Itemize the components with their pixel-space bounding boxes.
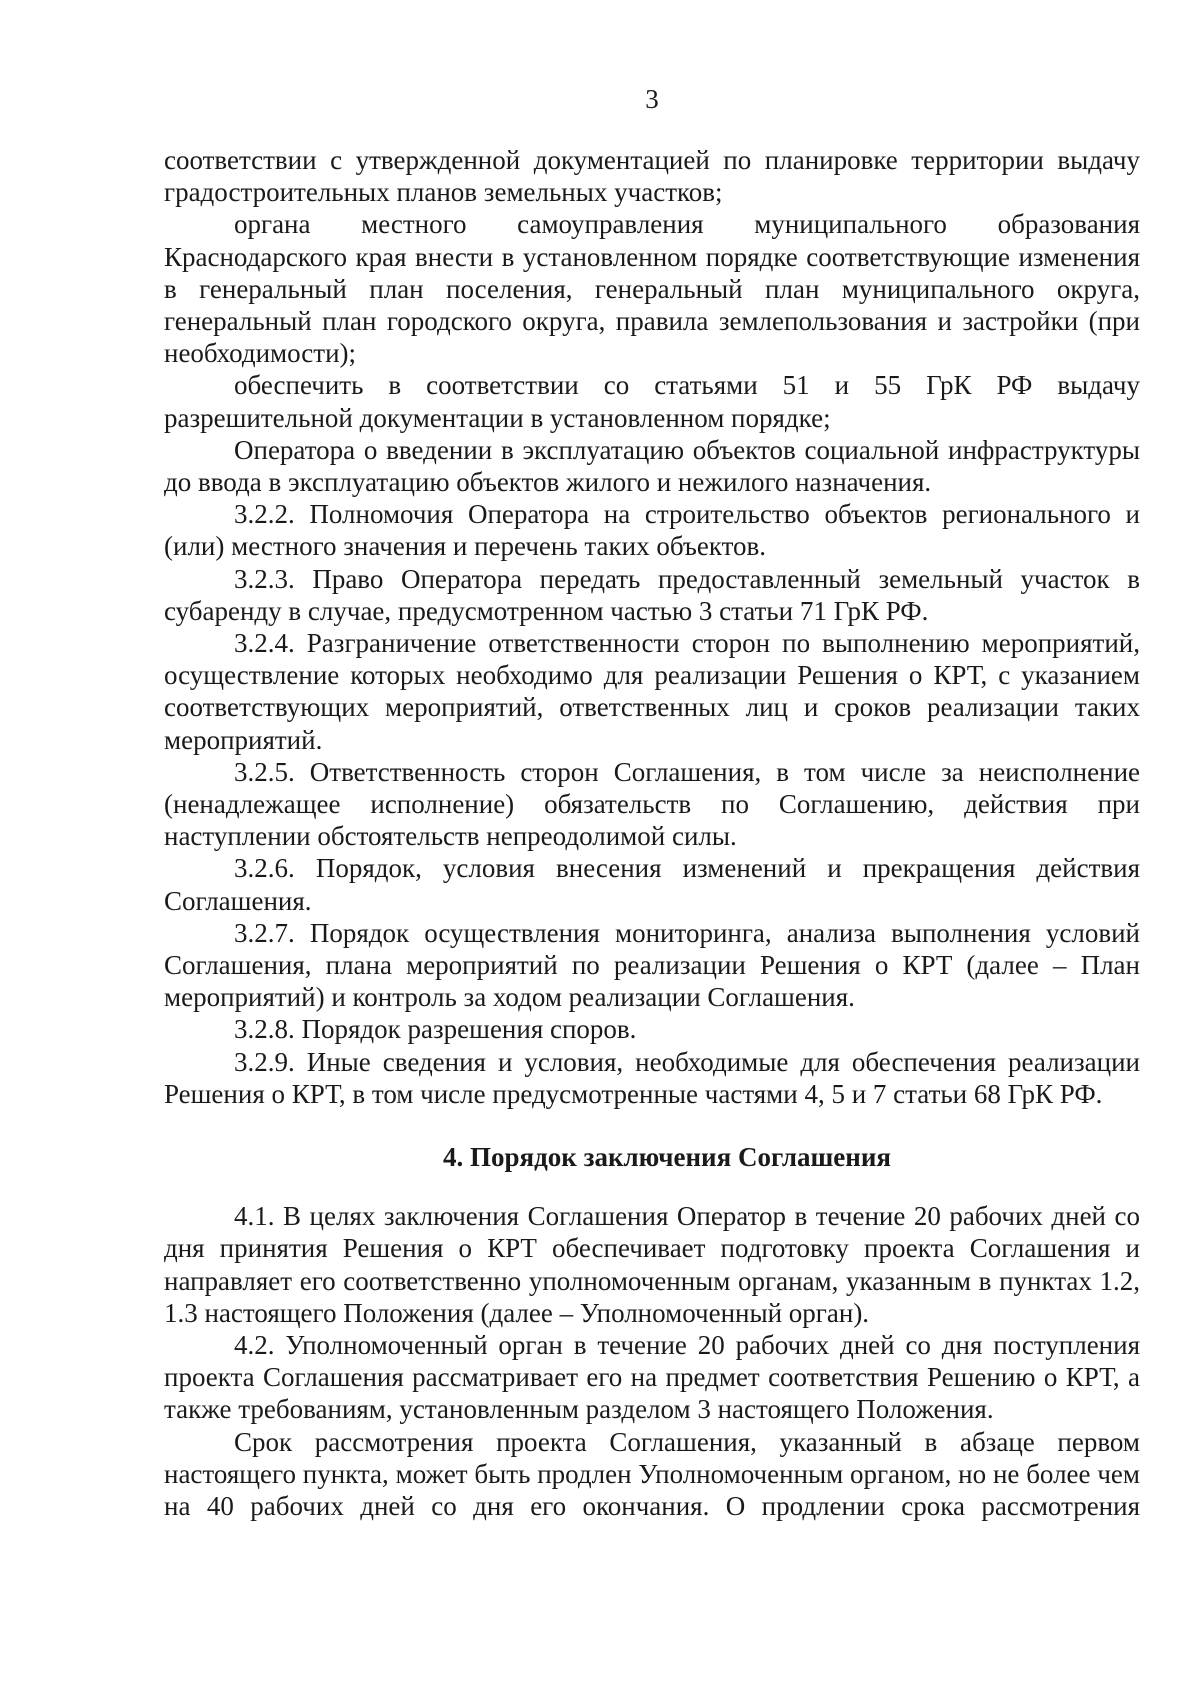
paragraph: соответствии с утвержденной документацией по планировке территории выдачу градостроительных планов земельных участков; xyxy=(164,145,1140,208)
paragraph: 3.2.5. Ответственность сторон Соглашения, в том числе за неисполнение (ненадлежащее исполнение) обязательств по Соглашению, действия при наступлении обстоятельств непреодолимой силы. xyxy=(164,756,1140,852)
paragraph: Оператора о введении в эксплуатацию объектов социальной инфраструктуры до ввода в эксплуатацию объектов жилого и нежилого назначения. xyxy=(164,434,1140,498)
section-heading: 4. Порядок заключения Соглашения xyxy=(443,1142,891,1173)
section-4-body xyxy=(164,1200,1140,1522)
paragraph: 3.2.4. Разграничение ответственности сторон по выполнению мероприятий, осуществление которых необходимо для реализации Решения о КРТ, с указанием соответствующих мероприятий, ответственных лиц и сроков реализации таких мероприятий. xyxy=(164,628,1140,755)
paragraph: 3.2.9. Иные сведения и условия, необходимые для обеспечения реализации Решения о КРТ, в том числе предусмотренные частями 4, 5 и 7 статьи 68 ГрК РФ. xyxy=(164,1046,1140,1109)
paragraph: 3.2.3. Право Оператора передать предоставленный земельный участок в субаренду в случае, предусмотренном частью 3 статьи 71 ГрК РФ. xyxy=(164,563,1140,626)
paragraph: 4.2. Уполномоченный орган в течение 20 рабочих дней со дня поступления проекта Соглашения рассматривает его на предмет соответствия Решению о КРТ, а также требованиям, установленным разделом 3 настоящего Положения. xyxy=(164,1329,1140,1425)
paragraph: Срок рассмотрения проекта Соглашения, указанный в абзаце первом настоящего пункта, может быть продлен Уполномоченным органом, но не более чем на 40 рабочих дней со дня его окончания. О продлении срока рассмотрения xyxy=(164,1426,1140,1521)
section-3-continuation xyxy=(164,144,1140,1110)
paragraph: органа местного самоуправления муниципального образования Краснодарского края внести в установленном порядке соответствующие изменения в генеральный план поселения, генеральный план муниципального округа, генеральный план городского округа, правила землепользования и застройки (при необходимости); xyxy=(164,209,1140,369)
paragraph: 3.2.2. Полномочия Оператора на строительство объектов регионального и (или) местного значения и перечень таких объектов. xyxy=(164,499,1140,562)
page-number: 3 xyxy=(645,84,659,114)
paragraph: 3.2.7. Порядок осуществления мониторинга, анализа выполнения условий Соглашения, плана мероприятий по реализации Решения о КРТ (далее – План мероприятий) и контроль за ходом реализации Соглашения. xyxy=(164,917,1140,1013)
paragraph: 3.2.6. Порядок, условия внесения изменений и прекращения действия Соглашения. xyxy=(164,853,1140,916)
document-body xyxy=(164,144,1140,1522)
paragraph: 3.2.8. Порядок разрешения споров. xyxy=(234,1014,637,1045)
paragraph: 4.1. В целях заключения Соглашения Оператор в течение 20 рабочих дней со дня принятия Решения о КРТ обеспечивает подготовку проекта Соглашения и направляет его соответственно уполномоченным органам, указанным в пунктах 1.2, 1.3 настоящего Положения (далее – Уполномоченный орган). xyxy=(164,1201,1140,1328)
paragraph: обеспечить в соответствии со статьями 51 и 55 ГрК РФ выдачу разрешительной документации в установленном порядке; xyxy=(164,370,1140,433)
